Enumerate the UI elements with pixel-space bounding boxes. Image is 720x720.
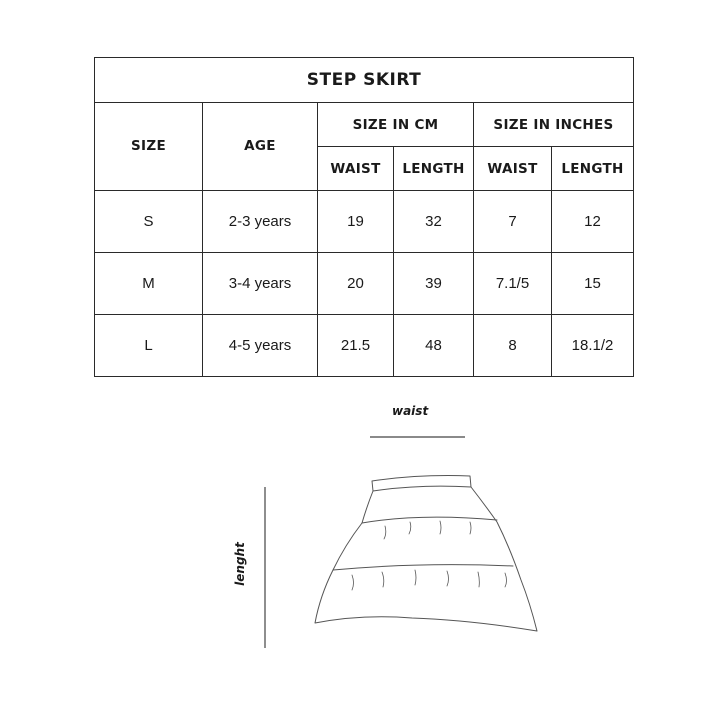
cell-waist-inches: 7.1/5 [474,253,552,315]
cell-length-inches: 18.1/2 [552,314,634,376]
skirt-gathers [352,521,507,590]
waist-label: waist [392,404,429,418]
skirt-tier-seam-2 [333,565,513,570]
header-size: SIZE [95,102,203,190]
cell-age: 3-4 years [203,253,318,315]
skirt-outline [315,487,537,631]
cell-waist-inches: 7 [474,191,552,253]
skirt-waistband [372,476,471,491]
cell-age: 2-3 years [203,191,318,253]
header-size-in-inches: SIZE IN INCHES [474,102,634,147]
header-age: AGE [203,102,318,190]
header-waist-cm: WAIST [318,147,394,191]
header-waist-inches: WAIST [474,147,552,191]
cell-waist-inches: 8 [474,314,552,376]
table-title: STEP SKIRT [95,58,634,103]
cell-size: S [95,191,203,253]
cell-waist-cm: 21.5 [318,314,394,376]
cell-length-inches: 15 [552,253,634,315]
cell-size: L [95,314,203,376]
header-length-cm: LENGTH [394,147,474,191]
cell-waist-cm: 20 [318,253,394,315]
cell-length-inches: 12 [552,191,634,253]
cell-waist-cm: 19 [318,191,394,253]
length-label: lenght [233,542,247,586]
cell-age: 4-5 years [203,314,318,376]
header-size-in-cm: SIZE IN CM [318,102,474,147]
cell-length-cm: 39 [394,253,474,315]
cell-length-cm: 48 [394,314,474,376]
skirt-tier-seam-1 [362,517,497,523]
header-length-inches: LENGTH [552,147,634,191]
skirt-illustration [315,476,537,631]
cell-size: M [95,253,203,315]
cell-length-cm: 32 [394,191,474,253]
